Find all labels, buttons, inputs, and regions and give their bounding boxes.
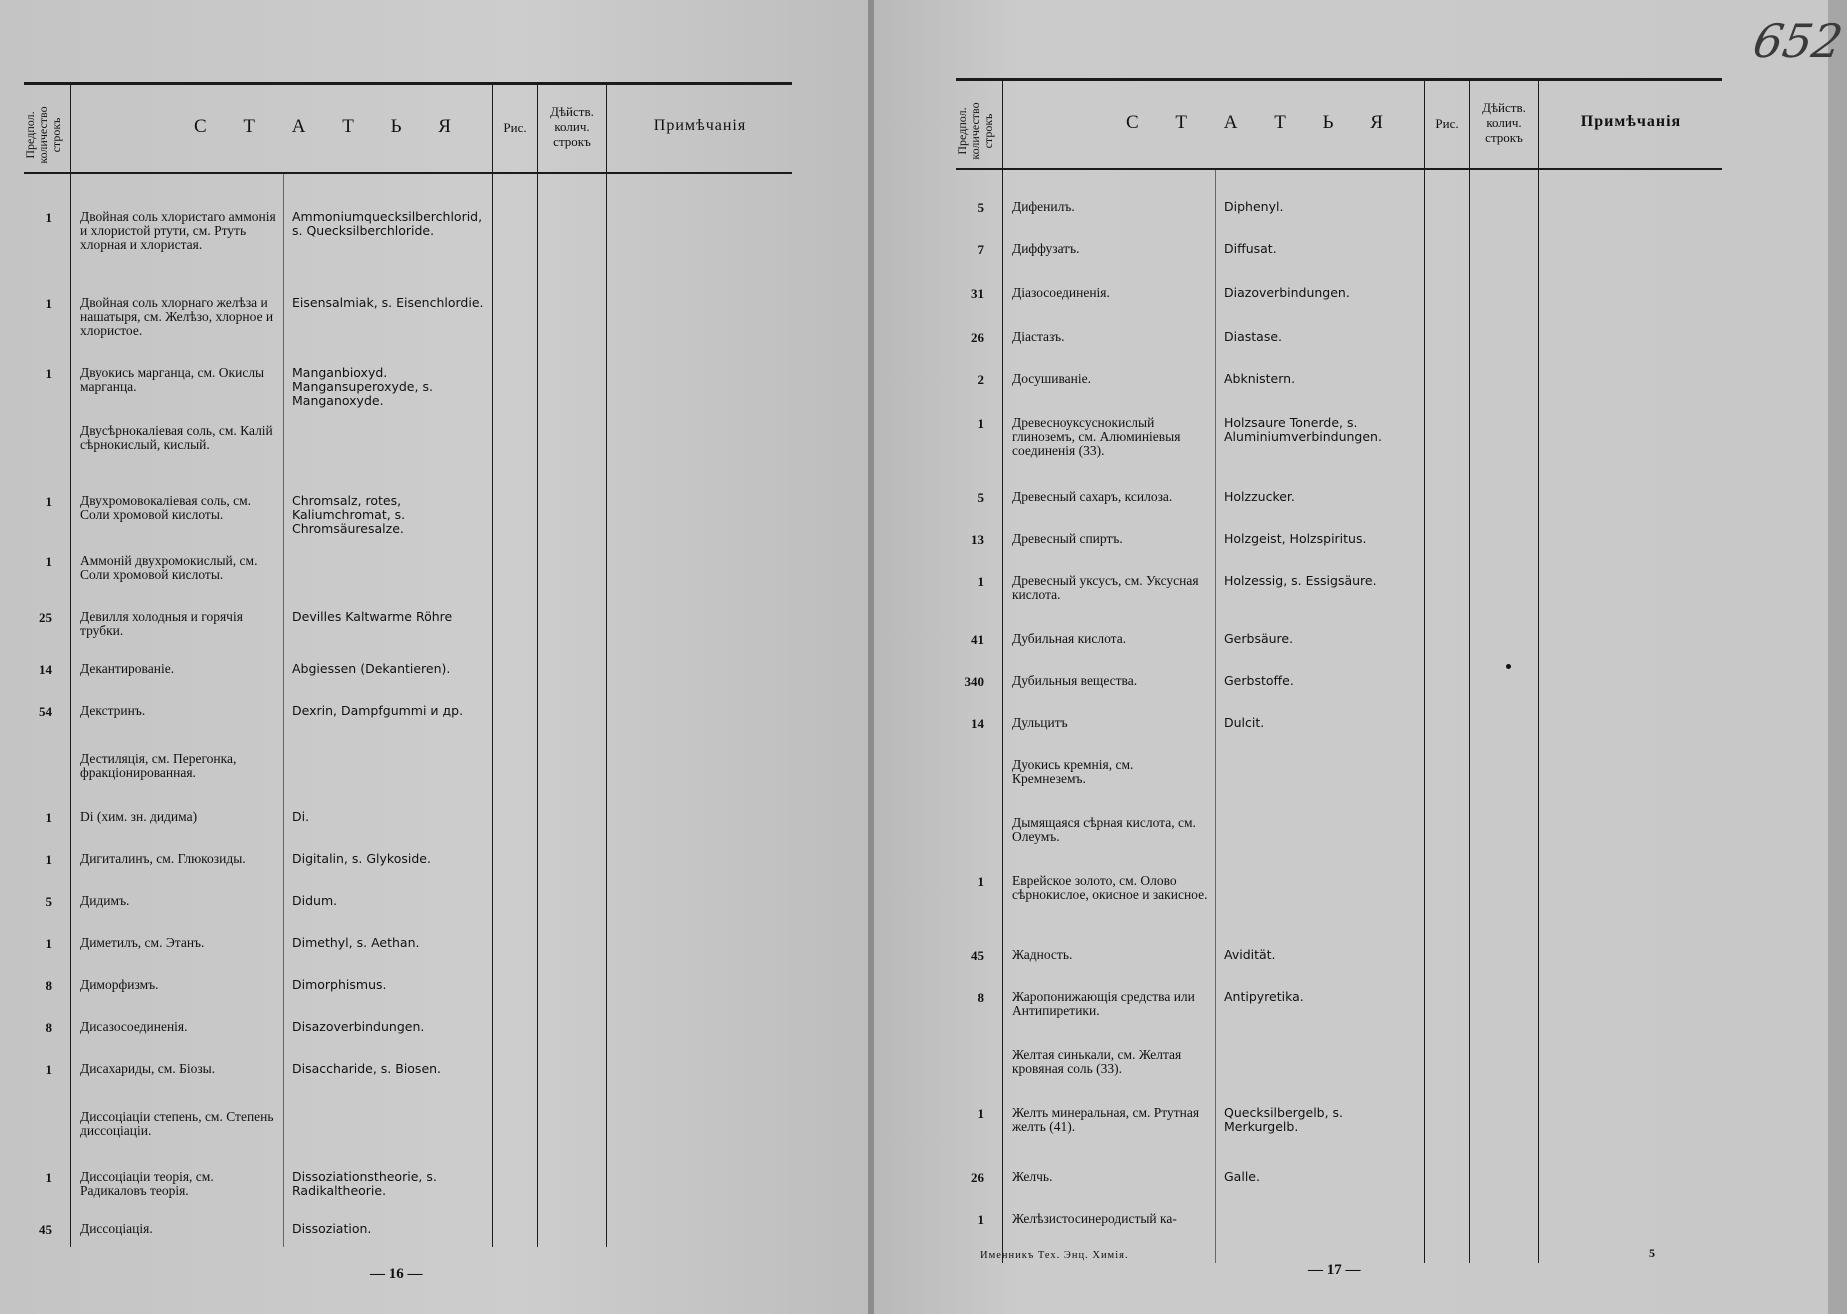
- article-title-de: Eisensalmiak, s. Eisenchlordie.: [292, 295, 484, 310]
- article-title-ru: Жадность.: [1012, 947, 1073, 962]
- article-title-ru: Di (хим. зн. дидима): [80, 809, 198, 824]
- article-title-ru: Дигиталинъ, см. Глюкозиды.: [80, 851, 246, 866]
- estimated-lines-value: 1: [977, 874, 984, 889]
- estimated-lines-value: 5: [977, 490, 984, 505]
- estimated-lines-value: 41: [971, 632, 984, 647]
- article-title-de: Avidität.: [1224, 947, 1276, 962]
- estimated-lines-value: 1: [45, 936, 52, 951]
- article-title-de: Diphenyl.: [1224, 199, 1284, 214]
- article-title-ru: Древесный спиртъ.: [1012, 531, 1123, 546]
- article-title-de: Dimethyl, s. Aethan.: [292, 935, 420, 950]
- article-title-ru: Жаропонижающiя средства или Антипиретики.: [1012, 989, 1195, 1018]
- estimated-lines-value: 26: [971, 1170, 984, 1185]
- article-title-de: Dexrin, Dampfgummi и др.: [292, 703, 464, 718]
- article-title-ru: Дубильныя вещества.: [1012, 673, 1138, 688]
- estimated-lines-value: 1: [45, 296, 52, 311]
- article-title-de: Galle.: [1224, 1169, 1260, 1184]
- article-title-ru: Диссоцiацiя.: [80, 1221, 153, 1236]
- article-title-ru: Дисазосоединенiя.: [80, 1019, 188, 1034]
- article-title-ru: Дымящаяся сѣрная кислота, см. Олеумъ.: [1012, 815, 1196, 844]
- header-figure: Рис.: [1435, 116, 1459, 131]
- estimated-lines-value: 1: [977, 1212, 984, 1227]
- article-title-de: Holzgeist, Holzspiritus.: [1224, 531, 1367, 546]
- left-page: [0, 0, 868, 1314]
- article-title-ru: Диссоцiацiи теорiя, см. Радикаловъ теорiя.: [80, 1169, 214, 1198]
- article-title-de: Abgiessen (Dekantieren).: [292, 661, 451, 676]
- article-title-ru: Древесноуксуснокислый глиноземъ, см. Алюминiевыя соединенiя (33).: [1012, 415, 1181, 458]
- article-title-ru: Дуокись кремнiя, см. Кремнеземъ.: [1012, 757, 1134, 786]
- right-page: [874, 0, 1847, 1314]
- article-title-ru: Дидимъ.: [80, 893, 130, 908]
- article-title-ru: Двуокись марганца, см. Окислы марганца.: [80, 365, 265, 394]
- article-title-ru: Досушиванiе.: [1012, 371, 1092, 386]
- article-title-ru: Желчь.: [1012, 1169, 1053, 1184]
- article-title-de: Dissoziation.: [292, 1221, 372, 1236]
- article-title-de: Digitalin, s. Glykoside.: [292, 851, 431, 866]
- article-title-de: Holzzucker.: [1224, 489, 1295, 504]
- estimated-lines-value: 1: [45, 366, 52, 381]
- estimated-lines-value: 5: [45, 894, 52, 909]
- article-title-ru: Диссоцiацiи степень, см. Степень диссоцiацiи.: [80, 1109, 274, 1138]
- estimated-lines-value: 14: [971, 716, 984, 731]
- article-title-ru: Дiастазъ.: [1012, 329, 1065, 344]
- article-title-de: Disaccharide, s. Biosen.: [292, 1061, 442, 1076]
- article-title-de: Holzessig, s. Essigsäure.: [1224, 573, 1377, 588]
- article-title-de: Quecksilbergelb, s. Merkurgelb.: [1224, 1105, 1344, 1134]
- estimated-lines-value: 1: [45, 210, 52, 225]
- header-notes: Примѣчанія: [653, 117, 747, 134]
- handwritten-folio: 652: [1749, 14, 1847, 68]
- estimated-lines-value: 1: [977, 1106, 984, 1121]
- header-actual-lines: Дѣйств. колич. строкъ: [1482, 100, 1526, 145]
- left-page-number: — 16 —: [370, 1266, 423, 1282]
- estimated-lines-value: 5: [977, 200, 984, 215]
- article-title-de: Gerbstoffe.: [1224, 673, 1294, 688]
- article-title-ru: Древесный уксусъ, см. Уксусная кислота.: [1012, 573, 1199, 602]
- header-estimated-lines: Предпол. количество строкъ: [23, 106, 63, 164]
- article-title-ru: Желть минеральная, см. Ртутная желть (41).: [1012, 1105, 1200, 1134]
- article-title-de: Devilles Kaltwarme Röhre: [292, 609, 453, 624]
- estimated-lines-value: 1: [45, 1062, 52, 1077]
- article-title-de: Antipyretika.: [1224, 989, 1304, 1004]
- header-figure: Рис.: [503, 120, 527, 135]
- estimated-lines-value: 8: [977, 990, 984, 1005]
- article-title-ru: Девилля холодныя и горячiя трубки.: [80, 609, 243, 638]
- article-title-ru: Желѣзистосинеродистый ка-: [1012, 1211, 1177, 1226]
- estimated-lines-value: 340: [964, 674, 984, 689]
- estimated-lines-value: 8: [45, 978, 52, 993]
- estimated-lines-value: 8: [45, 1020, 52, 1035]
- estimated-lines-value: 1: [977, 416, 984, 431]
- article-title-ru: Декстринъ.: [80, 703, 146, 718]
- article-title-de: Manganbioxyd. Mangansuperoxyde, s. Manganoxyde.: [292, 365, 433, 408]
- article-title-ru: Диморфизмъ.: [80, 977, 159, 992]
- article-title-de: Chromsalz, rotes, Kaliumchromat, s. Chromsäuresalze.: [292, 493, 406, 536]
- article-title-de: Holzsaure Tonerde, s. Aluminiumverbindungen.: [1224, 415, 1382, 444]
- article-title-ru: Желтая синькали, см. Желтая кровяная соль (33).: [1012, 1047, 1182, 1076]
- estimated-lines-value: 31: [971, 286, 984, 301]
- article-title-ru: Древесный сахаръ, ксилоза.: [1012, 489, 1173, 504]
- publisher-footer: Именникъ Тех. Энц. Химiя.: [980, 1250, 1129, 1261]
- estimated-lines-value: 1: [45, 494, 52, 509]
- article-title-ru: Декантированiе.: [80, 661, 175, 676]
- article-title-ru: Дульцитъ: [1012, 715, 1068, 730]
- estimated-lines-value: 26: [971, 330, 984, 345]
- article-title-ru: Двойная соль хлористаго аммонія и хлористой ртути, см. Ртуть хлорная и хлористая.: [80, 209, 276, 252]
- article-title-ru: Диметилъ, см. Этанъ.: [80, 935, 205, 950]
- estimated-lines-value: 7: [977, 242, 984, 257]
- estimated-lines-value: 45: [971, 948, 984, 963]
- header-notes: Примѣчанія: [1580, 113, 1682, 130]
- estimated-lines-value: 2: [977, 372, 984, 387]
- article-title-de: Dulcit.: [1224, 715, 1265, 730]
- estimated-lines-value: 1: [45, 554, 52, 569]
- article-title-ru: Двойная соль хлорнаго желѣза и нашатыря, см. Желѣзо, хлорное и хлористое.: [80, 295, 274, 338]
- estimated-lines-value: 13: [971, 532, 984, 547]
- estimated-lines-value: 1: [45, 810, 52, 825]
- article-title-de: Diastase.: [1224, 329, 1283, 344]
- article-title-de: Didum.: [292, 893, 338, 908]
- article-title-ru: Еврейское золото, см. Олово сѣрнокислое, окисное и закисное.: [1012, 873, 1208, 902]
- article-title-de: Disazoverbindungen.: [292, 1019, 425, 1034]
- estimated-lines-value: 1: [977, 574, 984, 589]
- header-estimated-lines: Предпол. количество строкъ: [955, 102, 995, 160]
- article-title-ru: Двусѣрнокалiевая соль, см. Калiй сѣрнокислый, кислый.: [80, 423, 273, 452]
- article-title-de: Dissoziationstheorie, s. Radikaltheorie.: [292, 1169, 437, 1198]
- header-actual-lines: Дѣйств. колич. строкъ: [550, 104, 594, 149]
- article-title-ru: Дiазосоединенiя.: [1012, 285, 1110, 300]
- estimated-lines-value: 14: [39, 662, 52, 677]
- article-title-de: Gerbsäure.: [1224, 631, 1294, 646]
- article-title-ru: Дестиляцiя, см. Перегонка, фракцiонированная.: [80, 751, 237, 780]
- estimated-lines-value: 1: [45, 1170, 52, 1185]
- estimated-lines-value: 54: [39, 704, 52, 719]
- signature-mark: 5: [1649, 1246, 1656, 1260]
- article-title-ru: Диффузатъ.: [1012, 241, 1080, 256]
- article-title-ru: Дубильная кислота.: [1012, 631, 1127, 646]
- article-title-de: Diazoverbindungen.: [1224, 285, 1350, 300]
- estimated-lines-value: 45: [39, 1222, 52, 1237]
- article-title-de: Abknistern.: [1224, 371, 1296, 386]
- article-title-de: Ammoniumquecksilberchlorid, s. Quecksilberchloride.: [292, 209, 483, 238]
- article-title-de: Di.: [292, 809, 310, 824]
- left-table: [24, 82, 792, 1252]
- ink-dot: [1506, 664, 1511, 669]
- right-page-number: — 17 —: [1308, 1262, 1361, 1278]
- article-title-de: Dimorphismus.: [292, 977, 387, 992]
- header-article: С Т А Т Ь Я: [1126, 112, 1399, 133]
- right-table: [956, 78, 1722, 1258]
- article-title-ru: Двухромовокалiевая соль, см. Соли хромовой кислоты.: [80, 493, 252, 522]
- estimated-lines-value: 25: [39, 610, 52, 625]
- estimated-lines-value: 1: [45, 852, 52, 867]
- article-title-de: Diffusat.: [1224, 241, 1277, 256]
- header-article: С Т А Т Ь Я: [194, 116, 467, 137]
- article-title-ru: Дифенилъ.: [1012, 199, 1075, 214]
- article-title-ru: Дисахариды, см. Бiозы.: [80, 1061, 216, 1076]
- article-title-ru: Аммонiй двухромокислый, см. Соли хромовой кислоты.: [80, 553, 258, 582]
